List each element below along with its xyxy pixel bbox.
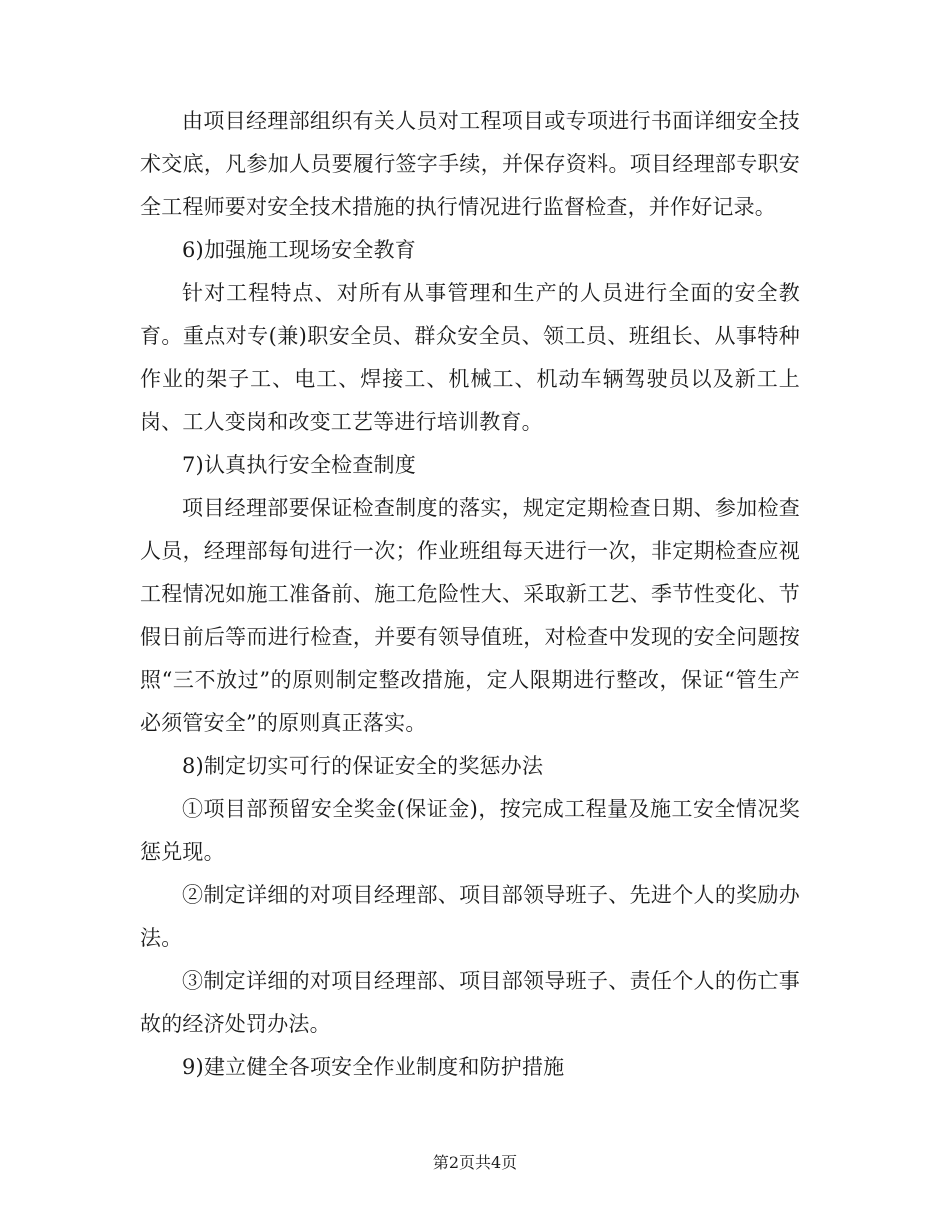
heading-reward-penalty: 8)制定切实可行的保证安全的奖惩办法 [182, 754, 544, 778]
paragraph-technical-briefing: 由项目经理部组织有关人员对工程项目或专项进行书面详细安全技术交底，凡参加人员要履行签字手续，并保存资料。项目经理部专职安全工程师要对安全技术措施的执行情况进行监督检查，并作好记录。 [140, 109, 800, 219]
list-item-reward-method: ②制定详细的对项目经理部、项目部领导班子、先进个人的奖励办法。 [140, 883, 800, 950]
paragraph-safety-education: 针对工程特点、对所有从事管理和生产的人员进行全面的安全教育。重点对专(兼)职安全员、群众安全员、领工员、班组长、从事特种作业的架子工、电工、焊接工、机械工、机动车辆驾驶员以及新工上岗、工人变岗和改变工艺等进行培训教育。 [140, 281, 800, 434]
heading-safety-inspection: 7)认真执行安全检查制度 [182, 453, 416, 477]
heading-safety-education: 6)加强施工现场安全教育 [182, 238, 416, 262]
paragraph-safety-inspection: 项目经理部要保证检查制度的落实，规定定期检查日期、参加检查人员，经理部每旬进行一次；作业班组每天进行一次，非定期检查应视工程情况如施工准备前、施工危险性大、采取新工艺、季节性变化、节假日前后等而进行检查，并要有领导值班，对检查中发现的安全问题按照“三不放过”的原则制定整改措施，定人限期进行整改，保证“管生产必须管安全”的原则真正落实。 [140, 496, 800, 735]
heading-safety-systems: 9)建立健全各项安全作业制度和防护措施 [182, 1055, 565, 1079]
list-item-penalty-method: ③制定详细的对项目经理部、项目部领导班子、责任个人的伤亡事故的经济处罚办法。 [140, 969, 800, 1036]
document-body [140, 100, 800, 1089]
page-number: 第2页共4页 [432, 1153, 518, 1172]
list-item-reward-fund: ①项目部预留安全奖金(保证金)，按完成工程量及施工安全情况奖惩兑现。 [140, 797, 800, 864]
